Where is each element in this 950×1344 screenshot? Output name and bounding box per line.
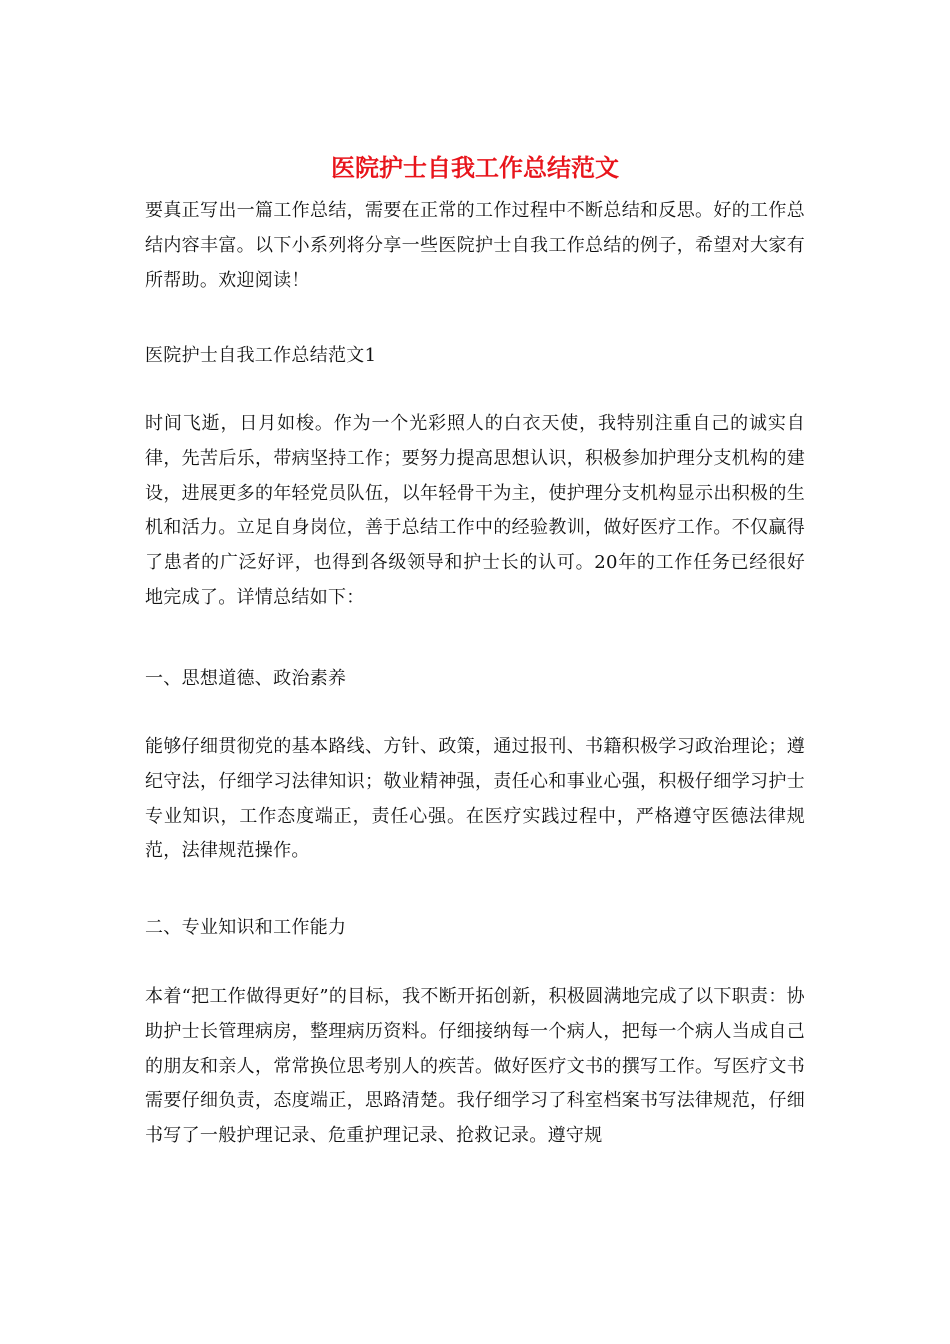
document-title: 医院护士自我工作总结范文 xyxy=(331,153,619,182)
paragraph-2: 能够仔细贯彻党的基本路线、方针、政策，通过报刊、书籍积极学习政治理论；遵纪守法，仔细学习法律知识；敬业精神强，责任心和事业心强，积极仔细学习护士专业知识，工作态度端正，责任心强。在医疗实践过程中，严格遵守医德法律规范，法律规范操作。 xyxy=(145,736,805,862)
section-heading: 医院护士自我工作总结范文1 xyxy=(145,345,377,366)
heading-ideology: 一、思想道德、政治素养 xyxy=(145,668,347,689)
paragraph-1: 时间飞逝，日月如梭。作为一个光彩照人的白衣天使，我特别注重自己的诚实自律，先苦后乐，带病坚持工作；要努力提高思想认识，积极参加护理分支机构的建设，进展更多的年轻党员队伍，以年轻骨干为主，使护理分支机构显示出积极的生机和活力。立足自身岗位，善于总结工作中的经验教训，做好医疗工作。不仅赢得了患者的广泛好评，也得到各级领导和护士长的认可。20年的工作任务已经很好地完成了。详情总结如下： xyxy=(145,413,805,608)
heading-professional: 二、专业知识和工作能力 xyxy=(145,917,347,938)
paragraph-3: 本着“把工作做得更好”的目标，我不断开拓创新，积极圆满地完成了以下职责：协助护士长管理病房，整理病历资料。仔细接纳每一个病人，把每一个病人当成自己的朋友和亲人，常常换位思考别人的疾苦。做好医疗文书的撰写工作。写医疗文书需要仔细负责，态度端正，思路清楚。我仔细学习了科室档案书写法律规范，仔细书写了一般护理记录、危重护理记录、抢救记录。遵守规 xyxy=(145,986,805,1147)
intro-paragraph: 要真正写出一篇工作总结，需要在正常的工作过程中不断总结和反思。好的工作总结内容丰富。以下小系列将分享一些医院护士自我工作总结的例子，希望对大家有所帮助。欢迎阅读！ xyxy=(145,200,805,291)
